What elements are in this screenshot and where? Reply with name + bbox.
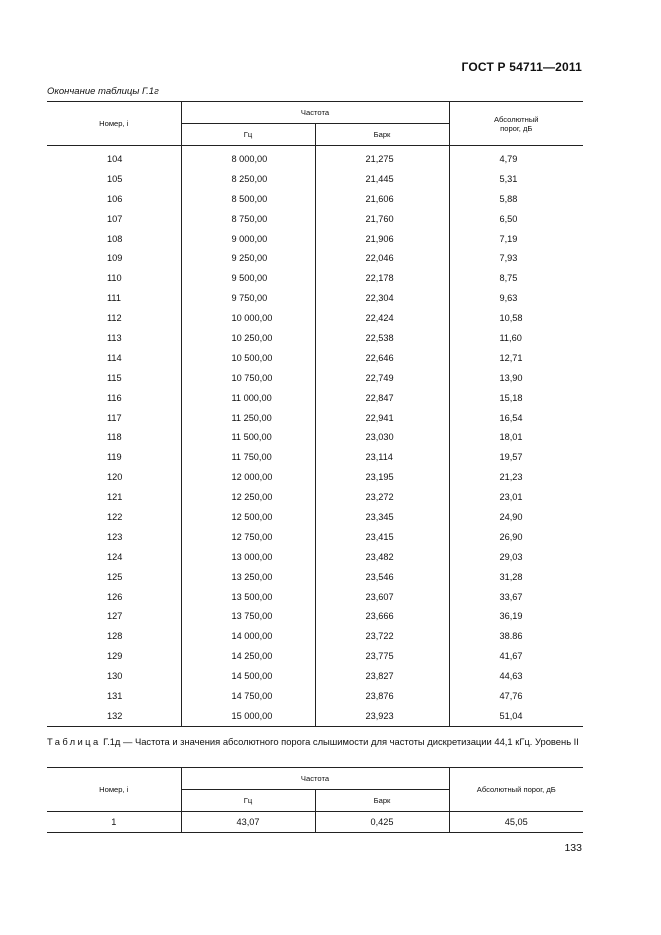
cell-bark: 21,760 bbox=[315, 209, 449, 229]
t2-header-hz: Гц bbox=[181, 790, 315, 812]
cell-bark: 23,345 bbox=[315, 507, 449, 527]
cell-bark: 21,275 bbox=[315, 146, 449, 169]
cell-number: 107 bbox=[47, 209, 181, 229]
cell-threshold: 5,88 bbox=[449, 189, 583, 209]
cell-hz: 12 750,00 bbox=[231, 531, 273, 542]
table-row bbox=[47, 348, 583, 368]
cell-number: 125 bbox=[47, 567, 181, 587]
cell-hz: 8 000,00 bbox=[231, 153, 268, 164]
frequency-threshold-table-g1d bbox=[47, 767, 583, 833]
cell-number: 116 bbox=[47, 388, 181, 408]
cell-bark: 23,030 bbox=[315, 427, 449, 447]
cell-number: 114 bbox=[47, 348, 181, 368]
cell-threshold: 8,75 bbox=[449, 268, 583, 288]
cell-threshold: 13,90 bbox=[449, 368, 583, 388]
page-number: 133 bbox=[564, 842, 582, 854]
cell-bark: 23,923 bbox=[315, 706, 449, 726]
cell-threshold: 31,28 bbox=[449, 567, 583, 587]
table-row bbox=[47, 626, 583, 646]
header-threshold-line2: порог, дБ bbox=[500, 123, 533, 133]
cell-hz: 14 000,00 bbox=[231, 631, 273, 642]
table-row bbox=[47, 587, 583, 607]
table-row bbox=[47, 427, 583, 447]
cell-number: 126 bbox=[47, 587, 181, 607]
cell-number: 128 bbox=[47, 626, 181, 646]
cell-bark: 22,178 bbox=[315, 268, 449, 288]
cell-number: 117 bbox=[47, 408, 181, 428]
cell-threshold: 41,67 bbox=[449, 646, 583, 666]
cell-threshold: 45,05 bbox=[449, 812, 583, 833]
cell-bark: 0,425 bbox=[315, 812, 449, 833]
cell-number: 104 bbox=[47, 146, 181, 169]
cell-threshold: 44,63 bbox=[449, 666, 583, 686]
cell-number: 109 bbox=[47, 248, 181, 268]
cell-bark: 23,195 bbox=[315, 467, 449, 487]
table2-caption-text: Г.1д — Частота и значения абсолютного порога слышимости для частоты дискретизации 44,1 кГц. Уровень II bbox=[100, 736, 579, 747]
cell-bark: 23,415 bbox=[315, 527, 449, 547]
cell-number: 132 bbox=[47, 706, 181, 726]
cell-number: 129 bbox=[47, 646, 181, 666]
cell-threshold: 19,57 bbox=[449, 447, 583, 467]
standard-code: ГОСТ Р 54711—2011 bbox=[461, 60, 582, 74]
cell-threshold: 4,79 bbox=[449, 146, 583, 169]
table2-caption bbox=[47, 735, 583, 749]
cell-bark: 22,424 bbox=[315, 308, 449, 328]
cell-hz: 10 250,00 bbox=[231, 332, 273, 343]
cell-hz: 12 000,00 bbox=[231, 472, 273, 483]
cell-threshold: 16,54 bbox=[449, 408, 583, 428]
cell-bark: 23,876 bbox=[315, 686, 449, 706]
header-number: Номер, i bbox=[47, 102, 181, 146]
table-row bbox=[47, 146, 583, 169]
cell-bark: 23,722 bbox=[315, 626, 449, 646]
cell-bark: 23,607 bbox=[315, 587, 449, 607]
cell-threshold: 9,63 bbox=[449, 288, 583, 308]
cell-number: 130 bbox=[47, 666, 181, 686]
table-continuation-caption: Окончание таблицы Г.1г bbox=[47, 86, 159, 97]
cell-hz: 13 750,00 bbox=[231, 611, 273, 622]
cell-threshold: 29,03 bbox=[449, 547, 583, 567]
cell-hz: 9 750,00 bbox=[231, 293, 268, 304]
cell-threshold: 11,60 bbox=[449, 328, 583, 348]
cell-bark: 21,906 bbox=[315, 229, 449, 249]
cell-bark: 22,046 bbox=[315, 248, 449, 268]
cell-threshold: 26,90 bbox=[449, 527, 583, 547]
cell-hz: 8 250,00 bbox=[231, 173, 268, 184]
cell-number: 118 bbox=[47, 427, 181, 447]
cell-number: 105 bbox=[47, 169, 181, 189]
table-row bbox=[47, 169, 583, 189]
table-row bbox=[47, 686, 583, 706]
cell-hz: 15 000,00 bbox=[181, 706, 315, 726]
frequency-threshold-table-g1g bbox=[47, 101, 583, 727]
cell-threshold: 33,67 bbox=[449, 587, 583, 607]
cell-bark: 23,666 bbox=[315, 606, 449, 626]
table-row bbox=[47, 666, 583, 686]
table-row bbox=[47, 507, 583, 527]
cell-bark: 23,272 bbox=[315, 487, 449, 507]
cell-hz: 13 500,00 bbox=[231, 591, 273, 602]
cell-hz: 10 000,00 bbox=[231, 313, 273, 324]
cell-threshold: 12,71 bbox=[449, 348, 583, 368]
cell-hz: 13 000,00 bbox=[231, 551, 273, 562]
cell-bark: 23,114 bbox=[315, 447, 449, 467]
header-hz: Гц bbox=[181, 124, 315, 146]
cell-hz: 12 250,00 bbox=[231, 492, 273, 503]
table-row bbox=[47, 467, 583, 487]
table-row bbox=[47, 308, 583, 328]
cell-number: 111 bbox=[47, 288, 181, 308]
cell-threshold: 6,50 bbox=[449, 209, 583, 229]
table-row bbox=[47, 408, 583, 428]
table-row bbox=[47, 646, 583, 666]
cell-bark: 22,749 bbox=[315, 368, 449, 388]
table-row bbox=[47, 567, 583, 587]
header-threshold-line1: Абсолютный bbox=[493, 114, 539, 124]
cell-hz: 14 750,00 bbox=[231, 690, 273, 701]
cell-hz: 13 250,00 bbox=[231, 571, 273, 582]
cell-bark: 22,538 bbox=[315, 328, 449, 348]
t2-header-threshold: Абсолютный порог, дБ bbox=[449, 768, 583, 812]
header-bark: Барк bbox=[315, 124, 449, 146]
cell-hz: 14 500,00 bbox=[231, 671, 273, 682]
cell-threshold: 36,19 bbox=[449, 606, 583, 626]
t2-header-number: Номер, i bbox=[47, 768, 181, 812]
cell-bark: 23,775 bbox=[315, 646, 449, 666]
cell-bark: 22,847 bbox=[315, 388, 449, 408]
table2-caption-label: Таблица bbox=[47, 736, 101, 747]
cell-number: 127 bbox=[47, 606, 181, 626]
cell-bark: 21,445 bbox=[315, 169, 449, 189]
header-frequency: Частота bbox=[181, 102, 449, 124]
cell-threshold: 5,31 bbox=[449, 169, 583, 189]
cell-hz: 10 500,00 bbox=[231, 352, 273, 363]
table-row bbox=[47, 189, 583, 209]
table-row bbox=[47, 268, 583, 288]
cell-bark: 22,646 bbox=[315, 348, 449, 368]
cell-hz: 9 000,00 bbox=[231, 233, 268, 244]
t2-header-bark: Барк bbox=[315, 790, 449, 812]
cell-hz: 11 250,00 bbox=[231, 412, 272, 423]
cell-bark: 21,606 bbox=[315, 189, 449, 209]
cell-threshold: 38.86 bbox=[449, 626, 583, 646]
table-row bbox=[47, 248, 583, 268]
table-row bbox=[47, 388, 583, 408]
t2-header-frequency: Частота bbox=[181, 768, 449, 790]
cell-hz: 14 250,00 bbox=[231, 651, 273, 662]
table-body bbox=[47, 146, 583, 727]
table-row bbox=[47, 706, 583, 726]
cell-hz: 43,07 bbox=[181, 812, 315, 833]
cell-number: 131 bbox=[47, 686, 181, 706]
cell-threshold: 23,01 bbox=[449, 487, 583, 507]
cell-number: 110 bbox=[47, 268, 181, 288]
cell-bark: 22,304 bbox=[315, 288, 449, 308]
cell-number: 108 bbox=[47, 229, 181, 249]
cell-threshold: 15,18 bbox=[449, 388, 583, 408]
table-row bbox=[47, 368, 583, 388]
table-row bbox=[47, 527, 583, 547]
table-row bbox=[47, 209, 583, 229]
cell-hz: 12 500,00 bbox=[231, 511, 273, 522]
cell-number: 115 bbox=[47, 368, 181, 388]
cell-number: 106 bbox=[47, 189, 181, 209]
cell-threshold: 47,76 bbox=[449, 686, 583, 706]
t2-table-body bbox=[47, 812, 583, 833]
cell-number: 113 bbox=[47, 328, 181, 348]
cell-number: 120 bbox=[47, 467, 181, 487]
cell-bark: 23,827 bbox=[315, 666, 449, 686]
cell-bark: 23,546 bbox=[315, 567, 449, 587]
table-row bbox=[47, 606, 583, 626]
table-row bbox=[47, 328, 583, 348]
cell-bark: 22,941 bbox=[315, 408, 449, 428]
cell-hz: 11 750,00 bbox=[231, 452, 272, 463]
cell-hz: 9 250,00 bbox=[231, 253, 268, 264]
table-row bbox=[47, 447, 583, 467]
cell-threshold: 7,93 bbox=[449, 248, 583, 268]
cell-threshold: 7,19 bbox=[449, 229, 583, 249]
header-threshold bbox=[449, 102, 583, 146]
cell-threshold: 21,23 bbox=[449, 467, 583, 487]
cell-threshold: 10,58 bbox=[449, 308, 583, 328]
cell-hz: 8 500,00 bbox=[231, 193, 268, 204]
table-row bbox=[47, 547, 583, 567]
cell-hz: 9 500,00 bbox=[231, 273, 268, 284]
cell-number: 122 bbox=[47, 507, 181, 527]
cell-number: 124 bbox=[47, 547, 181, 567]
cell-number: 121 bbox=[47, 487, 181, 507]
cell-hz: 11 500,00 bbox=[231, 432, 272, 443]
table-row bbox=[47, 812, 583, 833]
cell-number: 119 bbox=[47, 447, 181, 467]
cell-threshold: 18,01 bbox=[449, 427, 583, 447]
table-row bbox=[47, 487, 583, 507]
cell-threshold: 51,04 bbox=[449, 706, 583, 726]
cell-hz: 8 750,00 bbox=[231, 213, 268, 224]
cell-hz: 11 000,00 bbox=[231, 392, 272, 403]
cell-number: 1 bbox=[47, 812, 181, 833]
cell-number: 112 bbox=[47, 308, 181, 328]
table-row bbox=[47, 288, 583, 308]
cell-hz: 10 750,00 bbox=[231, 372, 273, 383]
cell-bark: 23,482 bbox=[315, 547, 449, 567]
cell-number: 123 bbox=[47, 527, 181, 547]
table-row bbox=[47, 229, 583, 249]
cell-threshold: 24,90 bbox=[449, 507, 583, 527]
